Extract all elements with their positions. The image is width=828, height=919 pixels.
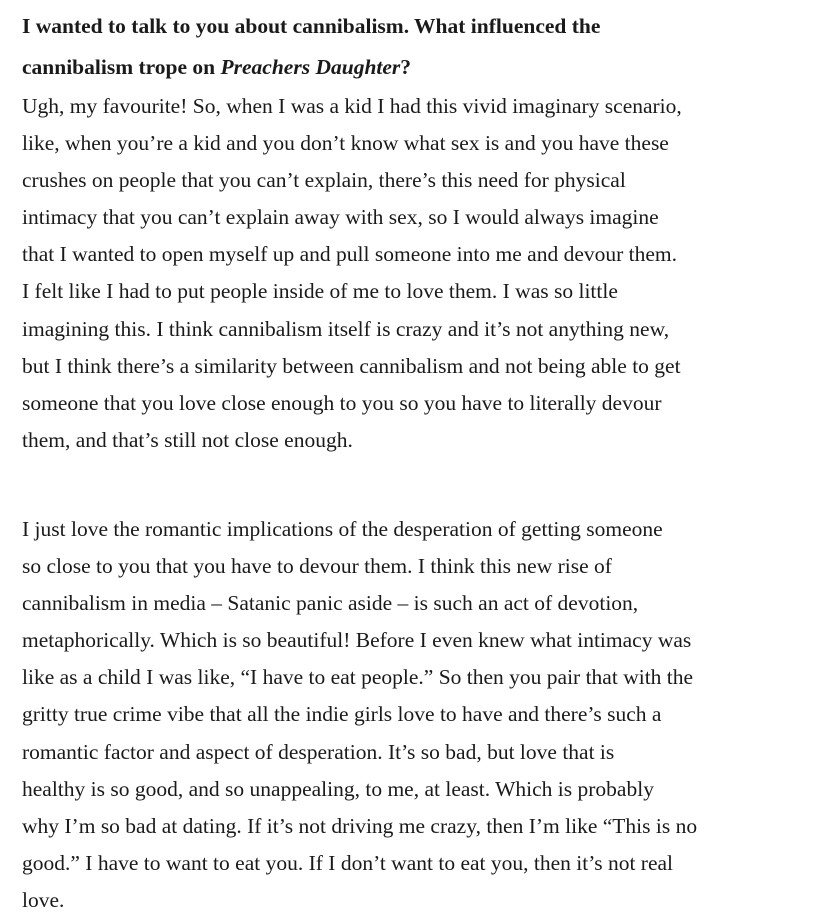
answer-line: so close to you that you have to devour them. I think this new rise of	[22, 554, 612, 579]
answer-line: someone that you love close enough to you so you have to literally devour	[22, 390, 662, 415]
answer-paragraph-2	[22, 511, 822, 919]
answer-line: I felt like I had to put people inside of me to love them. I was so little	[22, 279, 618, 304]
answer-line: intimacy that you can’t explain away with sex, so I would always imagine	[22, 205, 659, 230]
answer-line: healthy is so good, and so unappealing, to me, at least. Which is probably	[22, 776, 654, 801]
answer-line: good.” I have to want to eat you. If I don’t want to eat you, then it’s not real	[22, 850, 674, 875]
answer-line: like, when you’re a kid and you don’t know what sex is and you have these	[22, 131, 669, 156]
answer-line: Ugh, my favourite! So, when I was a kid I had this vivid imaginary scenario,	[22, 94, 682, 118]
answer-line: crushes on people that you can’t explain, there’s this need for physical	[22, 168, 626, 193]
question-text: cannibalism trope on	[22, 55, 221, 79]
question-line: I wanted to talk to you about cannibalism. What influenced the	[22, 14, 601, 38]
answer-line: that I wanted to open myself up and pull someone into me and devour them.	[22, 242, 678, 267]
question-text: ?	[400, 55, 412, 79]
answer-line: but I think there’s a similarity between cannibalism and not being able to get	[22, 353, 681, 378]
question-line	[22, 47, 822, 88]
answer-line: gritty true crime vibe that all the indie girls love to have and there’s such a	[22, 702, 662, 727]
interview-question	[22, 6, 822, 88]
answer-line: why I’m so bad at dating. If it’s not driving me crazy, then I’m like “This is no	[22, 813, 698, 838]
article-body	[22, 6, 822, 919]
answer-line: metaphorically. Which is so beautiful! Before I even knew what intimacy was	[22, 628, 692, 653]
answer-line: cannibalism in media – Satanic panic aside – is such an act of devotion,	[22, 591, 639, 616]
answer-line: love.	[22, 887, 65, 912]
answer-paragraph-1	[22, 88, 822, 459]
answer-line: romantic factor and aspect of desperation. It’s so bad, but love that is	[22, 739, 615, 764]
answer-line: I just love the romantic implications of the desperation of getting someone	[22, 516, 663, 541]
answer-line: imagining this. I think cannibalism itself is crazy and it’s not anything new,	[22, 316, 670, 341]
answer-line: like as a child I was like, “I have to eat people.” So then you pair that with the	[22, 665, 694, 690]
answer-line: them, and that’s still not close enough.	[22, 427, 353, 452]
album-title: Preachers Daughter	[220, 55, 401, 79]
